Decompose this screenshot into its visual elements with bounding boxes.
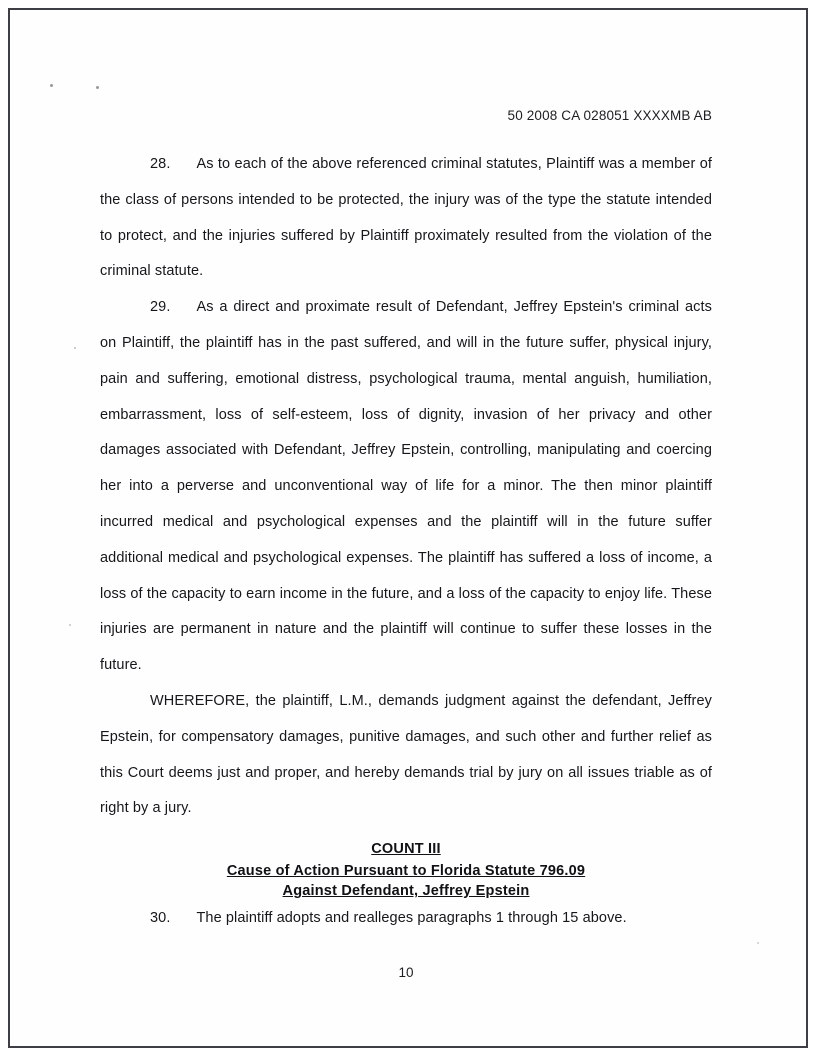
paragraph-number: 29. xyxy=(150,299,171,316)
scan-speckle xyxy=(74,347,76,349)
count-heading-line-1: COUNT III xyxy=(371,841,441,858)
numbered-paragraph-29 xyxy=(100,290,712,684)
scan-speckle xyxy=(96,86,99,89)
document-body xyxy=(100,108,712,997)
paragraph-number: 30. xyxy=(150,910,171,927)
wherefore-paragraph xyxy=(100,684,712,827)
paragraph-text: As to each of the above referenced criminal statutes, Plaintiff was a member of the class of persons intended to be protected, the injury was of the type the statute intended to protect, and the injuries suffered by Plaintiff proximately resulted from the violation of the criminal statute. xyxy=(100,156,712,280)
page-number-area xyxy=(100,937,712,997)
count-heading-line-3: Against Defendant, Jeffrey Epstein xyxy=(282,883,530,900)
scan-speckle xyxy=(69,624,71,626)
numbered-paragraph-30 xyxy=(100,901,712,937)
case-number: 50 2008 CA 028051 XXXXMB AB xyxy=(507,108,712,123)
count-heading xyxy=(100,839,712,901)
scan-speckle xyxy=(757,942,759,944)
paragraph-text: The plaintiff adopts and realleges paragraphs 1 through 15 above. xyxy=(196,910,627,927)
scan-speckle xyxy=(50,84,53,87)
page-number: 10 xyxy=(398,964,414,980)
paragraph-text: As a direct and proximate result of Defendant, Jeffrey Epstein's criminal acts on Plaintiff, the plaintiff has in the past suffered, and will in the future suffer, physical injury, pain and suffering, emotional distress, psychological trauma, mental anguish, humiliation, embarrassment, loss of self-esteem, loss of dignity, invasion of her privacy and other damages associated with Defendant, Jeffrey Epstein, controlling, manipulating and coercing her into a perverse and unconventional way of life for a minor. The then minor plaintiff incurred medical and psychological expenses and the plaintiff will in the future suffer additional medical and psychological expenses. The plaintiff has suffered a loss of income, a loss of the capacity to earn income in the future, and a loss of the capacity to enjoy life. These injuries are permanent in nature and the plaintiff will continue to suffer these losses in the future. xyxy=(100,299,712,674)
paragraph-number: 28. xyxy=(150,156,171,172)
wherefore-text: WHEREFORE, the plaintiff, L.M., demands judgment against the defendant, Jeffrey Epstein, for compensatory damages, punitive damages, and such other and further relief as this Court deems just and proper, and hereby demands trial by jury on all issues triable as of right by a jury. xyxy=(100,692,712,817)
numbered-paragraph-28 xyxy=(100,147,712,290)
count-heading-line-2: Cause of Action Pursuant to Florida Statute 796.09 xyxy=(226,863,586,880)
